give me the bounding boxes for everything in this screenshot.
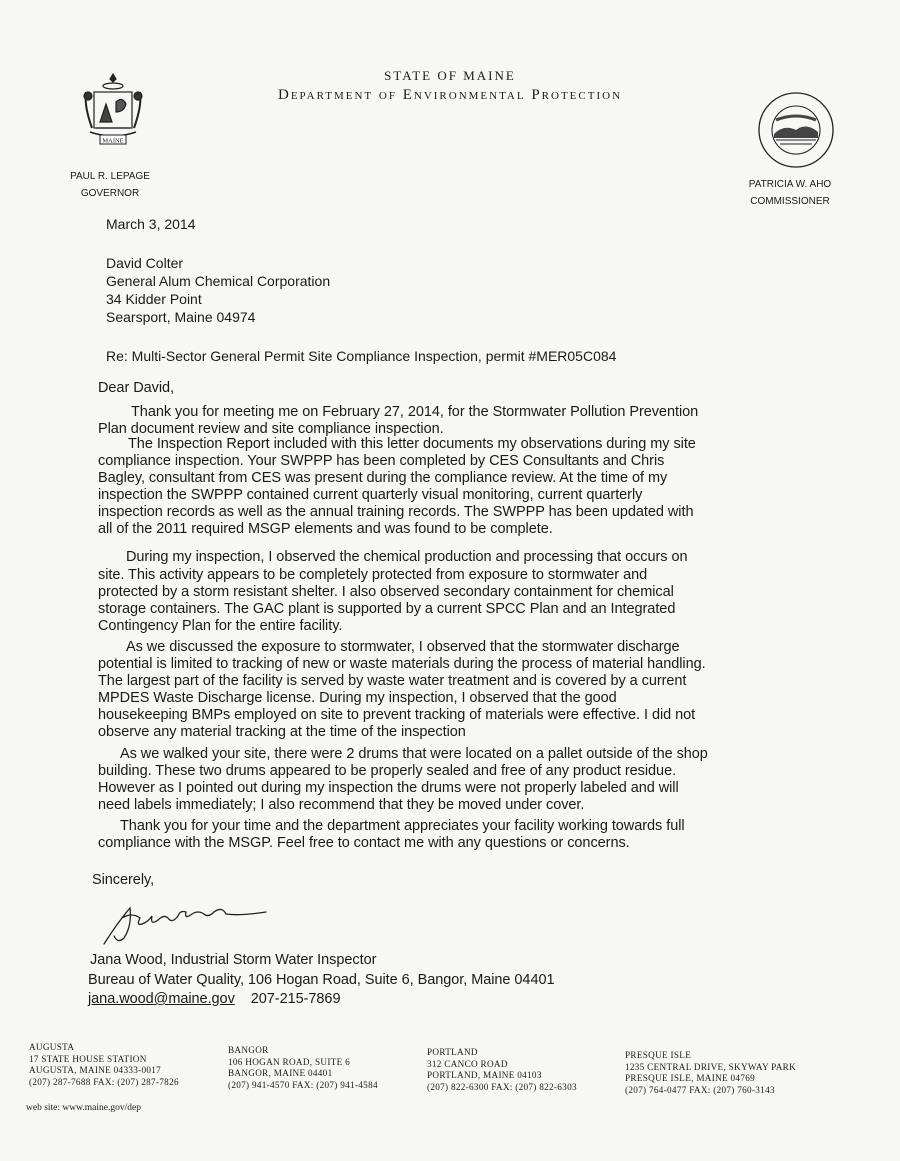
email-link[interactable]: jana.wood@maine.gov [88,991,235,1007]
body-line: Thank you for meeting me on February 27, 2014, for the Stormwater Pollution Prevention [131,404,699,420]
office-line: (207) 822-6300 FAX: (207) 822-6303 [427,1081,577,1092]
office-line: (207) 941-4570 FAX: (207) 941-4584 [228,1079,378,1090]
office-augusta [29,1042,179,1088]
body-line: MPDES Waste Discharge license. During my inspection, I observed that the good [98,690,617,706]
body-line: protected by a storm resistant shelter. I also observed secondary containment for chemical [98,584,674,600]
body-line: housekeeping BMPs employed on site to prevent tracking of materials were effective. I did not [98,707,696,723]
recipient-city: Searsport, Maine 04974 [106,309,256,325]
header-state: STATE OF MAINE [384,68,516,83]
subject-line: Re: Multi-Sector General Permit Site Compliance Inspection, permit #MER05C084 [106,348,617,364]
phone-number: 207-215-7869 [250,991,341,1007]
office-line: 312 CANCO ROAD [427,1058,508,1069]
recipient-name: David Colter [106,255,184,271]
commissioner-block [730,176,850,210]
letter-date: March 3, 2014 [106,216,196,232]
office-line: 106 HOGAN ROAD, SUITE 6 [228,1056,350,1067]
body-line: The largest part of the facility is served by waste water treatment and is covered by a current [98,673,687,689]
office-line: (207) 764-0477 FAX: (207) 760-3143 [625,1084,775,1095]
office-city: AUGUSTA [29,1042,75,1052]
office-line: PRESQUE ISLE, MAINE 04769 [625,1073,756,1084]
office-line: BANGOR, MAINE 04401 [228,1068,333,1079]
office-line: 1235 CENTRAL DRIVE, SKYWAY PARK [625,1061,797,1072]
handwritten-signature [92,900,282,955]
office-city: PORTLAND [427,1047,478,1057]
body-line: However as I pointed out during my inspection the drums were not properly labeled and will [98,780,679,796]
office-line: PORTLAND, MAINE 04103 [427,1070,542,1081]
office-line: 17 STATE HOUSE STATION [29,1053,147,1064]
state-seal-logo [80,72,146,153]
body-line: need labels immediately; I also recommend that they be moved under cover. [98,797,585,813]
body-line: storage containers. The GAC plant is supported by a current SPCC Plan and an Integrated [98,601,676,617]
signer-name: Jana Wood, Industrial Storm Water Inspector [90,952,377,968]
seal-left-label: MAINE [102,137,124,145]
governor-block [60,168,160,202]
office-portland [427,1047,577,1093]
body-line: Plan document review and site compliance inspection. [98,421,444,437]
office-line: AUGUSTA, MAINE 04333-0017 [29,1065,162,1076]
office-presque-isle [625,1050,796,1096]
office-bangor [228,1045,378,1091]
body-line: compliance inspection. Your SWPPP has been completed by CES Consultants and Chris [98,453,665,469]
recipient-street: 34 Kidder Point [106,291,202,307]
body-line: Bagley, consultant from CES was present during the compliance review. At the time of my [98,470,668,486]
closing: Sincerely, [92,872,155,888]
governor-title: GOVERNOR [80,188,140,199]
body-line: As we discussed the exposure to stormwater, I observed that the stormwater discharge [126,639,680,655]
signer-bureau: Bureau of Water Quality, 106 Hogan Road, Suite 6, Bangor, Maine 04401 [88,972,555,988]
body-line: compliance with the MSGP. Feel free to contact me with any questions or concerns. [98,835,630,851]
body-line: Thank you for your time and the department appreciates your facility working towards full [120,818,685,834]
salutation: Dear David, [98,380,175,396]
body-line: During my inspection, I observed the chemical production and processing that occurs on [126,549,688,565]
body-line: potential is limited to tracking of new or waste materials during the process of material handling. [98,656,706,672]
commissioner-name: PATRICIA W. AHO [748,179,832,190]
body-line: Contingency Plan for the entire facility. [98,618,343,634]
office-line: (207) 287-7688 FAX: (207) 287-7826 [29,1076,179,1087]
commissioner-title: COMMISSIONER [750,196,830,207]
website-text: web site: www.maine.gov/dep [26,1103,141,1113]
dep-seal-logo [756,90,836,175]
body-line: inspection records as well as the annual training records. The SWPPP has been updated with [98,504,694,520]
body-line: inspection the SWPPP contained current quarterly visual monitoring, current quarterly [98,487,643,503]
body-line: all of the 2011 required MSGP elements and was found to be complete. [98,521,553,537]
header-department: Department of Environmental Protection [277,87,623,103]
body-line: The Inspection Report included with this letter documents my observations during my site [128,436,696,452]
body-line: site. This activity appears to be completely protected from exposure to stormwater and [98,567,648,583]
office-city: PRESQUE ISLE [625,1050,692,1060]
office-city: BANGOR [228,1045,269,1055]
governor-name: PAUL R. LEPAGE [70,171,150,182]
body-line: As we walked your site, there were 2 drums that were located on a pallet outside of the shop [120,746,708,762]
recipient-company: General Alum Chemical Corporation [106,273,331,289]
body-line: observe any material tracking at the time of the inspection [98,724,466,740]
body-line: building. These two drums appeared to be properly sealed and free of any product residue. [98,763,677,779]
